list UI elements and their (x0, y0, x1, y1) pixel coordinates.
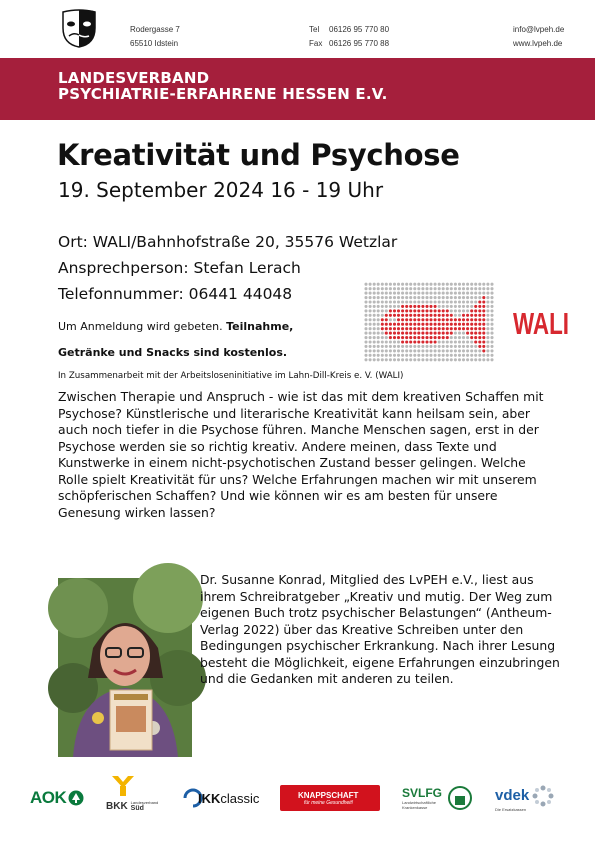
description-text (58, 389, 558, 521)
vdek-sub-text: Die Ersatzkassen (495, 806, 527, 812)
fish-dot-logo (364, 282, 494, 362)
svlfg-logo (402, 778, 442, 818)
aok-tree-icon (68, 790, 84, 806)
email-link[interactable]: info@lvpeh.de (513, 25, 565, 34)
contact-block (513, 23, 564, 51)
ikk-suffix-text: classic (220, 790, 260, 806)
ikk-text: IKK (198, 790, 221, 806)
phone-block (309, 23, 389, 51)
vdek-logo (495, 778, 554, 818)
svlfg-text: SVLFG (402, 786, 443, 800)
bkk-chevron-icon (112, 776, 134, 796)
address-block (130, 23, 180, 51)
description-paragraph: Zwischen Therapie und Anspruch - wie ist das mit dem kreativen Schaffen mit Psychose? Künstlerische und literarische Kreativität kann heilsam sein, aber auch noch tiefer in die Psychose führen. Manche Menschen sagen, erst in der Psychose werden sie so richtig kreativ. Andere meinen, dass Texte und Kunstwerke in einem nicht-psychotischen Zustand besser gelingen. Welche Rolle spielt Kreativität für uns? Welche Erfahrungen machen wir mit unserem schöpferischen Schaffen? Und wie können wir es am besten für unsere Genesung wirken lassen? (58, 389, 544, 520)
web-link[interactable]: www.lvpeh.de (513, 39, 563, 48)
aok-text: AOK (30, 788, 67, 807)
organization-name (58, 70, 388, 102)
registration-plain: Um Anmeldung wird gebeten. (58, 320, 227, 333)
wali-logo-text: WALI (513, 306, 569, 341)
aok-logo (30, 778, 84, 818)
org-name-line2: PSYCHIATRIE-ERFAHRENE HESSEN E.V. (58, 85, 388, 103)
event-phone: Telefonnummer: 06441 44048 (58, 285, 293, 303)
organization-banner (0, 58, 595, 120)
bkk-region-text: Süd (130, 805, 144, 812)
event-date: 19. September 2024 16 - 19 Uhr (58, 178, 384, 202)
knappschaft-logo (280, 778, 380, 818)
registration-note (58, 314, 353, 366)
wali-logo (513, 304, 569, 340)
svlfg-emblem-icon (448, 786, 472, 810)
tel-number: 06126 95 770 80 (329, 25, 390, 34)
speaker-bio: Dr. Susanne Konrad, Mitglied des LvPEH e.V., liest aus ihrem Schreibratgeber „Kreativ und mutig. Der Weg zum eigenen Buch trotz psychischer Belastungen“ (Antheum-Verlag 2022) über das Kreative Schreiben unter den Bedingungen psychischer Erkrankung. Nach ihrer Lesung besteht die Möglichkeit, eigene Erfahrungen einzubringen und die Gedanken mit anderen zu teilen. (200, 572, 560, 686)
org-name-line1: LANDESVERBAND (58, 69, 210, 87)
ikk-classic-logo (182, 778, 259, 818)
bkk-sub-text: Landesverband (130, 800, 159, 805)
event-title: Kreativität und Psychose (57, 138, 460, 172)
bkk-logo (106, 778, 158, 818)
bkk-text: BKK (106, 801, 128, 812)
registration-bold: Teilnahme, Getränke und Snacks sind kostenlos. (58, 320, 294, 359)
svlfg-emblem (448, 778, 472, 818)
cooperation-note: In Zusammenarbeit mit der Arbeitsloseninitiative im Lahn-Dill-Kreis e. V. (WALI) (58, 371, 404, 381)
speaker-photo (58, 578, 192, 757)
vdek-dots-icon (532, 785, 554, 807)
sponsor-logos (30, 778, 570, 818)
tel-label: Tel (309, 25, 320, 34)
fax-label: Fax (309, 39, 323, 48)
vdek-text: vdek (495, 787, 530, 804)
street: Rodergasse 7 (130, 25, 180, 34)
event-location: Ort: WALI/Bahnhofstraße 20, 35576 Wetzlar (58, 233, 398, 251)
svlfg-sub-text: Landwirtschaftliche Krankenkasse (402, 800, 437, 810)
theatre-mask-logo (57, 10, 101, 48)
city: 65510 Idstein (130, 39, 179, 48)
knappschaft-tagline: für meine Gesundheit! (304, 799, 354, 806)
event-contact: Ansprechperson: Stefan Lerach (58, 259, 301, 277)
fax-number: 06126 95 770 88 (329, 39, 390, 48)
knappschaft-text: KNAPPSCHAFT (298, 790, 359, 800)
